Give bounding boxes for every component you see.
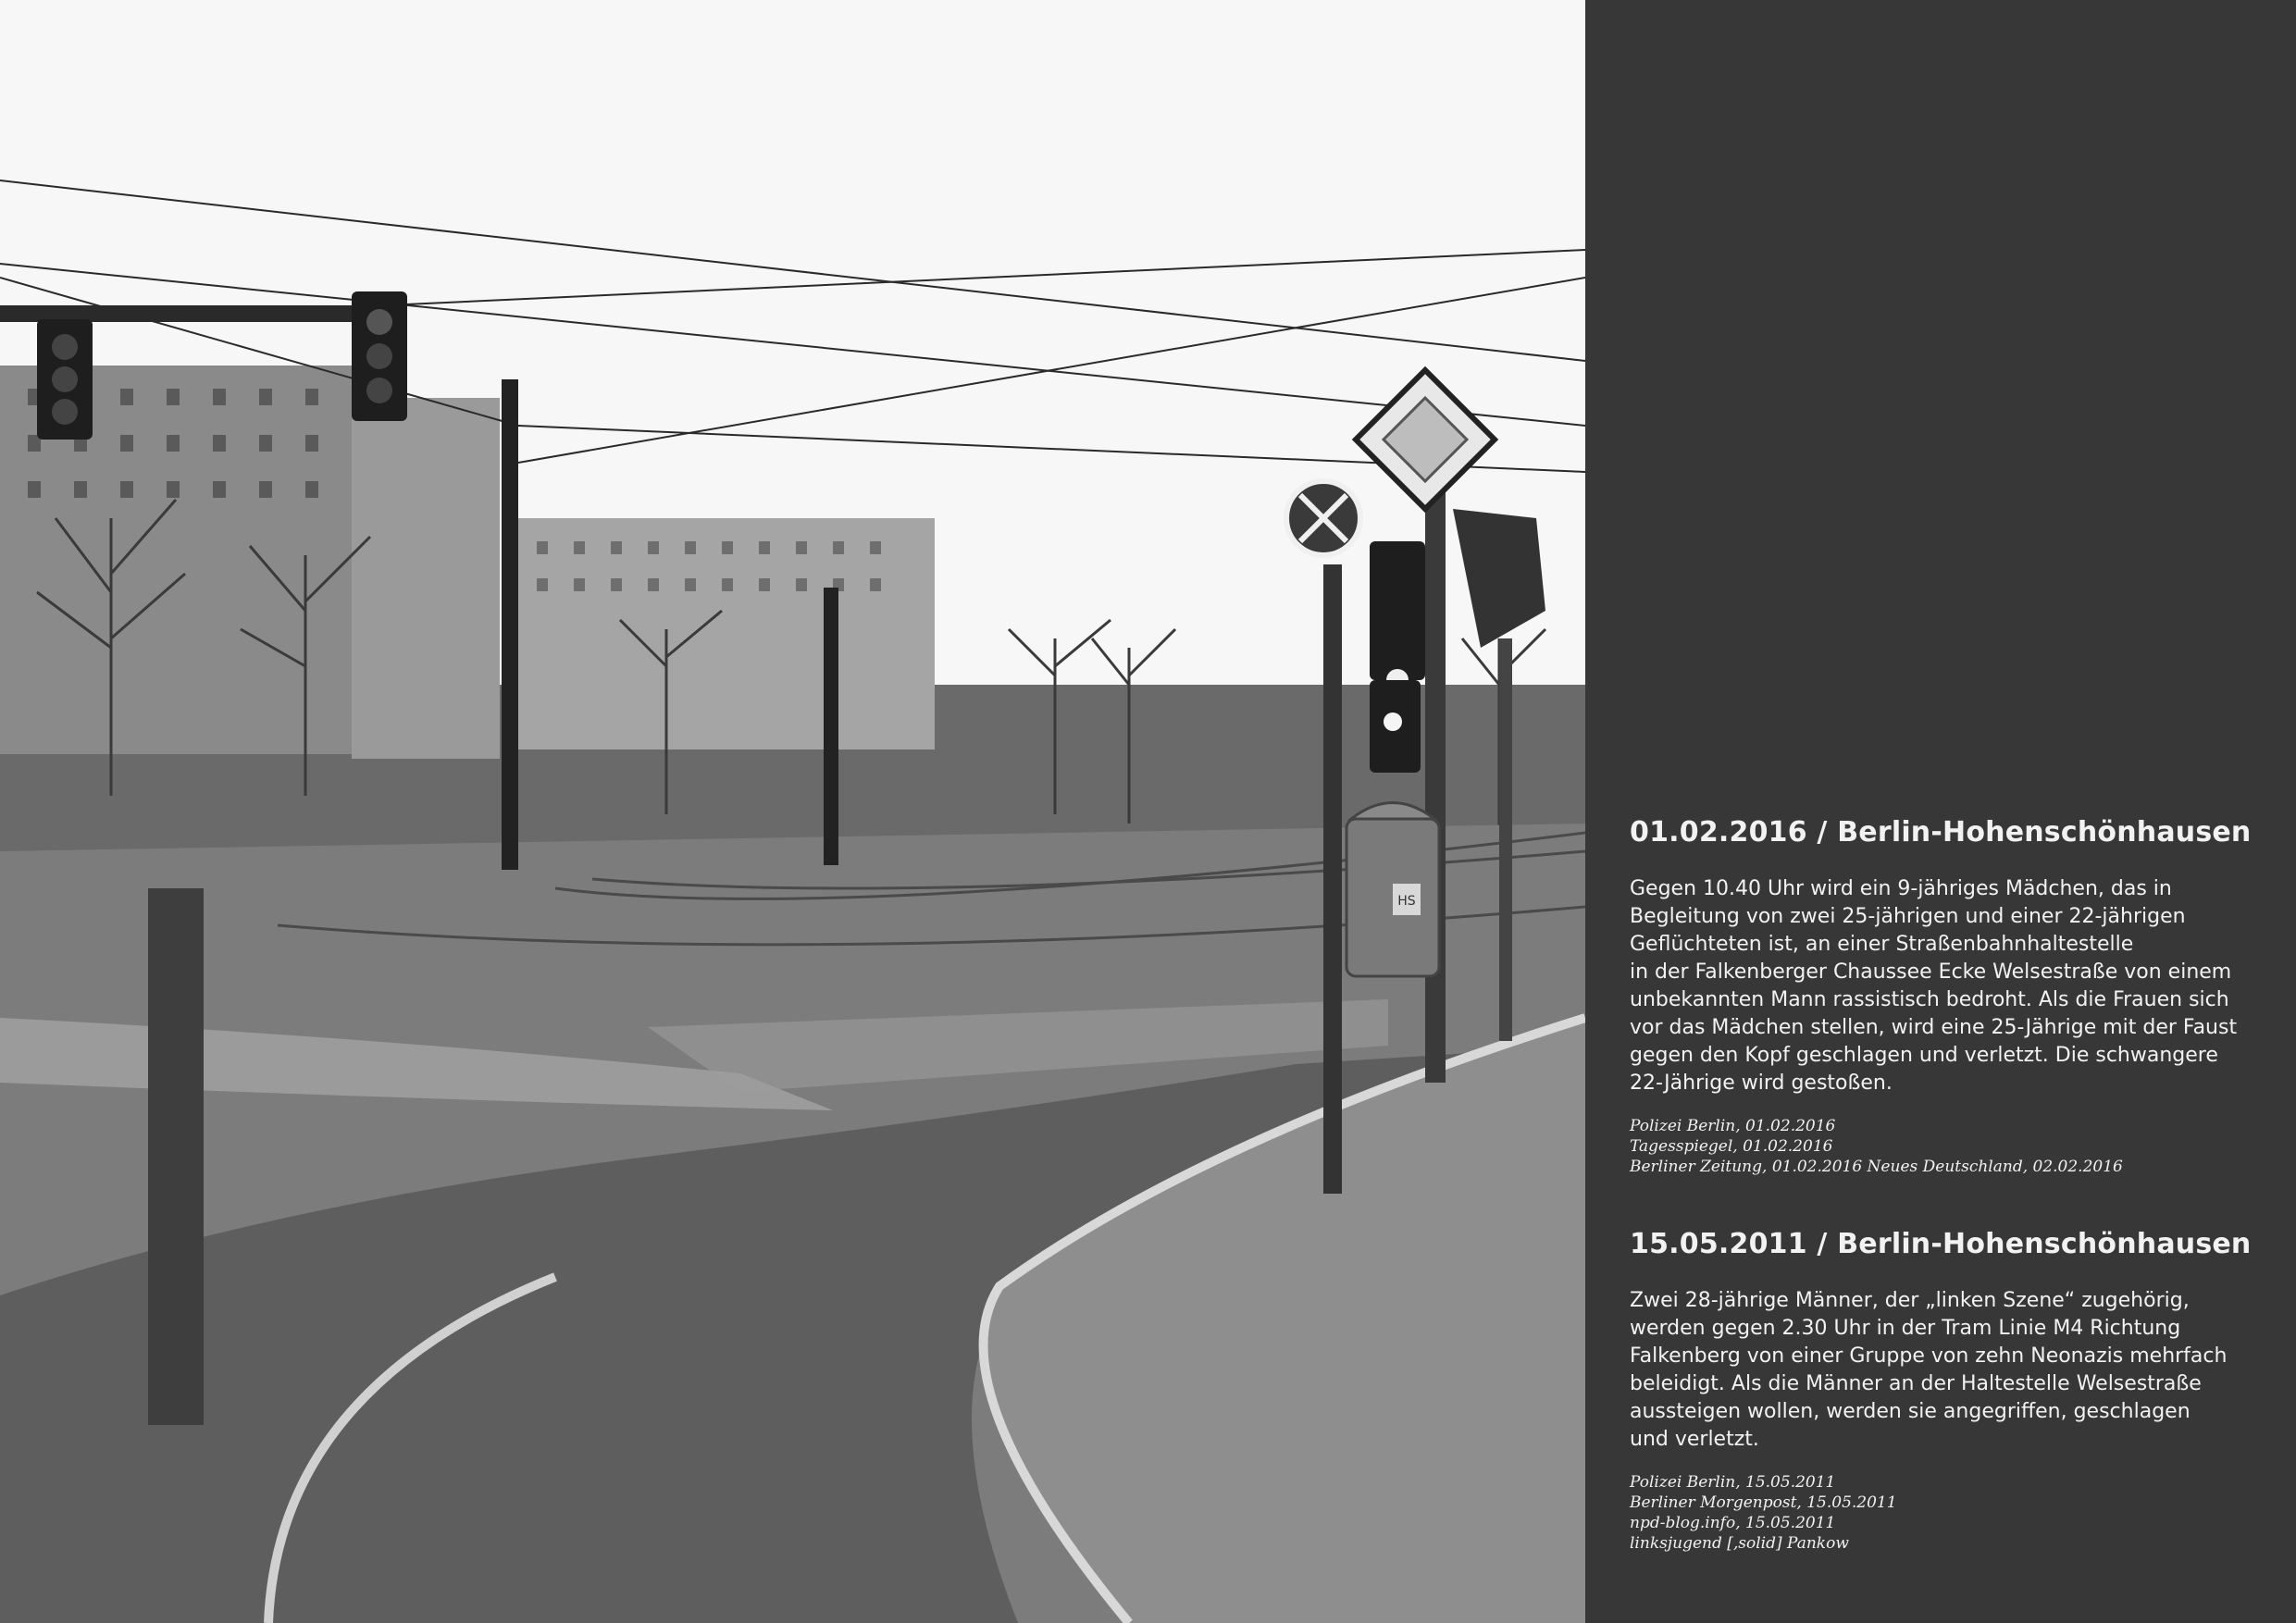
incident-sources: Polizei Berlin, 15.05.2011 Berliner Morgenpost, 15.05.2011 npd-blog.info, 15.05.2011 linksjugend [‚solid] Pankow	[1630, 1473, 1897, 1553]
incident-sources: Polizei Berlin, 01.02.2016 Tagesspiegel, 01.02.2016 Berliner Zeitung, 01.02.2016 Neues Deutschland, 02.02.2016	[1630, 1117, 2123, 1176]
incident-entry	[1630, 1226, 2268, 1554]
incident-description: Gegen 10.40 Uhr wird ein 9-jähriges Mädchen, das in Begleitung von zwei 25-jährigen und einer 22-jährigen Geflüchteten ist, an einer Straßenbahnhaltestelle in der Falkenberger Chaussee Ecke Welsestraße von einem unbekannten Mann rassistisch bedroht. Als die Frauen sich vor das Mädchen stellen, wird eine 25-Jährige mit der Faust gegen den Kopf geschlagen und verletzt. Die schwangere 22-Jährige wird gestoßen.	[1630, 877, 2238, 1095]
incident-heading: 15.05.2011 / Berlin-Hohenschönhausen	[1630, 1228, 2252, 1260]
incident-heading: 01.02.2016 / Berlin-Hohenschönhausen	[1630, 816, 2252, 849]
bollard	[148, 888, 204, 1425]
bin-label: HS	[1397, 894, 1416, 909]
tram-mast	[502, 379, 518, 870]
apartment-block-middle	[518, 518, 935, 750]
incident-entry	[1630, 814, 2268, 1177]
text-panel	[1585, 0, 2296, 1623]
incident-description: Zwei 28-jährige Männer, der „linken Szene“ zugehörig, werden gegen 2.30 Uhr in der Tram Linie M4 Richtung Falkenberg von einer Gruppe von zehn Neonazis mehrfach beleidigt. Als die Männer an der Haltestelle Welsestraße aussteigen wollen, werden sie angegriffen, geschlagen und verletzt.	[1630, 1289, 2228, 1451]
trash-bin	[1347, 803, 1439, 977]
